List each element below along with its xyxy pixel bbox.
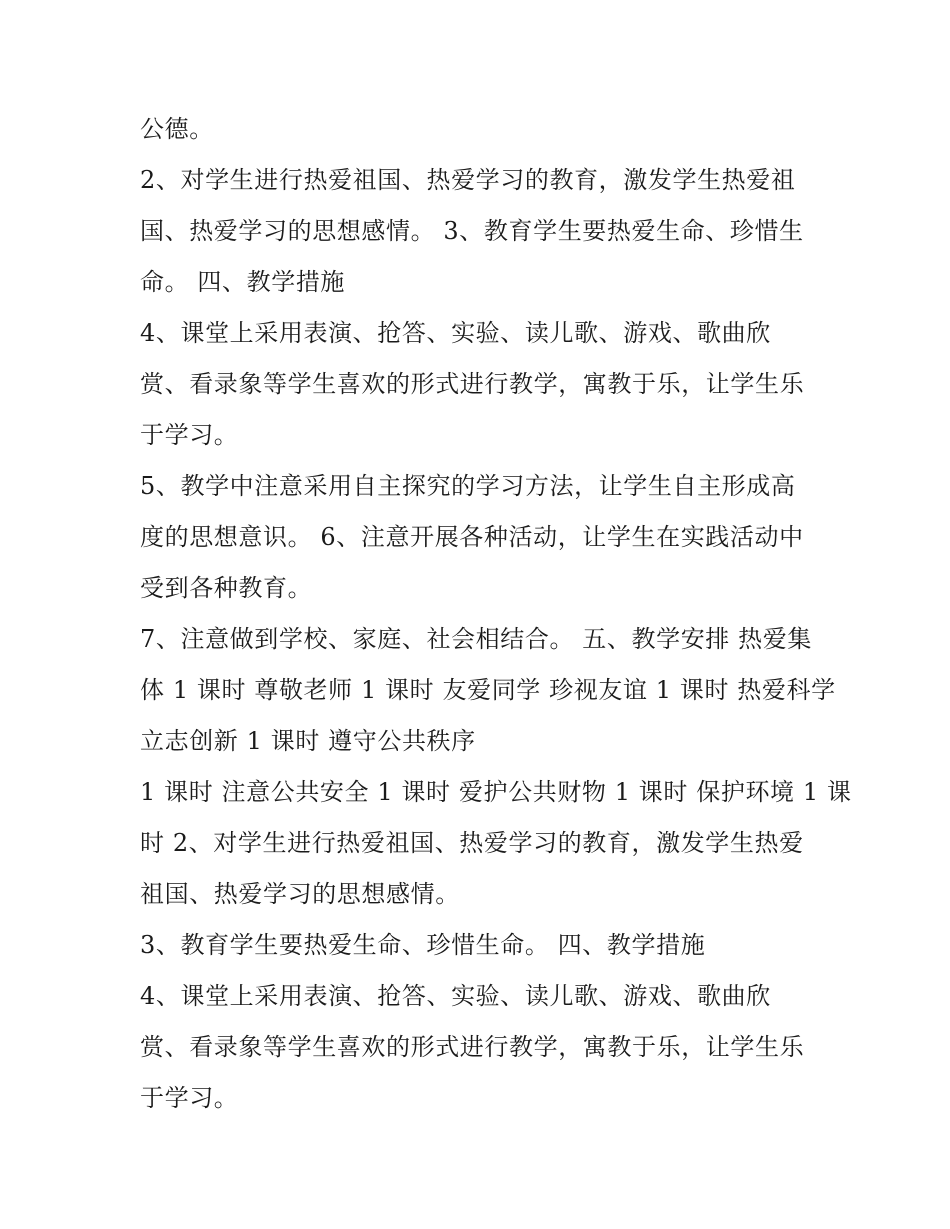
document-body: [140, 104, 852, 1124]
text-line: 赏、看录象等学生喜欢的形式进行教学，寓教于乐，让学生乐: [140, 1033, 805, 1061]
text-line: 4、课堂上采用表演、抢答、实验、读儿歌、游戏、歌曲欣: [140, 319, 771, 347]
text-line: 赏、看录象等学生喜欢的形式进行教学，寓教于乐，让学生乐: [140, 370, 805, 398]
text-line: 2、对学生进行热爱祖国、热爱学习的教育，激发学生热爱祖: [140, 166, 796, 194]
text-line: 祖国、热爱学习的思想感情。: [140, 880, 460, 908]
text-line: 命。 四、教学措施: [140, 268, 346, 296]
text-line: 5、教学中注意采用自主探究的学习方法，让学生自主形成高: [140, 472, 796, 500]
text-line: 7、注意做到学校、家庭、社会相结合。 五、教学安排 热爱集: [140, 625, 812, 653]
text-line: 国、热爱学习的思想感情。 3、教育学生要热爱生命、珍惜生: [140, 217, 804, 245]
text-line: 4、课堂上采用表演、抢答、实验、读儿歌、游戏、歌曲欣: [140, 982, 771, 1010]
text-line: 3、教育学生要热爱生命、珍惜生命。 四、教学措施: [140, 931, 706, 959]
text-line: 受到各种教育。: [140, 574, 313, 602]
text-line: 立志创新 1 课时 遵守公共秩序: [140, 727, 476, 755]
text-line: 体 1 课时 尊敬老师 1 课时 友爱同学 珍视友谊 1 课时 热爱科学: [140, 676, 836, 704]
text-line: 1 课时 注意公共安全 1 课时 爱护公共财物 1 课时 保护环境 1 课: [140, 778, 852, 806]
text-line: 于学习。: [140, 421, 239, 449]
text-line: 度的思想意识。 6、注意开展各种活动，让学生在实践活动中: [140, 523, 804, 551]
text-line: 时 2、对学生进行热爱祖国、热爱学习的教育，激发学生热爱: [140, 829, 804, 857]
text-line: 于学习。: [140, 1084, 239, 1112]
text-line: 公德。: [140, 115, 214, 143]
